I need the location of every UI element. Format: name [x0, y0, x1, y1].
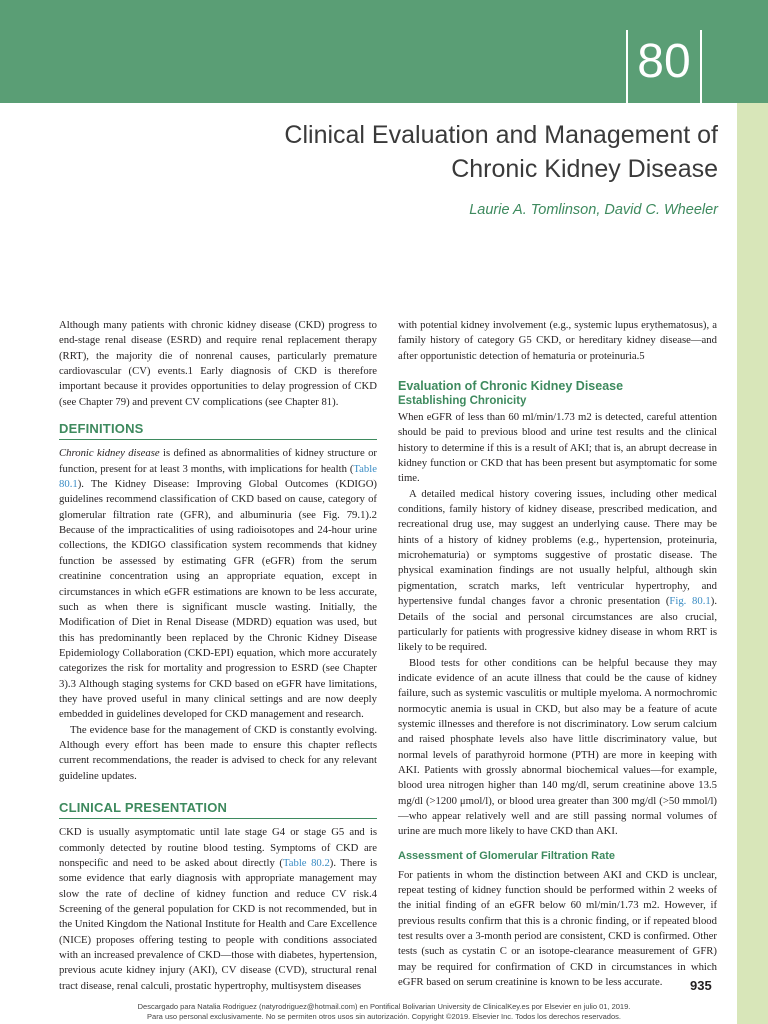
chronicity-paragraph-2: A detailed medical history covering issues, including other medical conditions, family history of kidney disease, prescribed medication, and recreational drug use, may suggest an underlying cause. There may be hints of a history of kidney problems (e.g., hypertension, proteinuria, microhematuria) or symptoms suggestive of prostatic disease. The physical examination findings are not usually helpful, although skin pigmentation, scratch marks, left ventricular hypertrophy, and hypertensive fundal changes favor a chronic presentation (Fig. 80.1). Details of the social and personal circumstances are also crucial, particularly for patients with progressive kidney disease in whom RRT is likely to be required.	[398, 487, 717, 654]
table-80-1-link[interactable]: Table 80.1	[59, 462, 377, 491]
left-column	[59, 318, 377, 994]
establishing-chronicity-heading: Establishing Chronicity	[398, 395, 527, 408]
gfr-paragraph-1: For patients in whom the distinction between AKI and CKD is unclear, repeat testing of kidney function should be performed within 2 weeks of the initial finding of an eGFR below 60 ml/min/1.73 m2. However, if previous results confirm that this is a chronic finding, or if repeated blood test results over a 3-month period are consistent, CKD is confirmed. Other tests (such as cystatin C or an isotope-clearance measurement of GFR) may be required for confirmation of CKD in circumstances in which eGFR based on serum creatinine is known to be less accurate.	[398, 868, 717, 989]
chronicity-paragraph-3: Blood tests for other conditions can be helpful because they may indicate evidence of an acute illness that could be the cause of kidney failure, such as systemic vasculitis or multiple myeloma. A normochromic normocytic anemia is usual in CKD, but also may be a feature of acute systemic illnesses and therefore is not discriminatory. Low serum calcium and raised phosphate levels also have little discriminatory value, but normal levels of parathyroid hormone (PTH) are more in keeping with AKI. Patients with grossly abnormal biochemical values—for example, blood urea nitrogen higher than 140 mg/dl, serum creatinine above 13.5 mg/dl (>1200 μmol/l), or blood urea greater than 300 mg/dl (>50 mmol/l)—who appear relatively well and are still passing normal volumes of urine are much more likely to have CKD than AKI.	[398, 656, 717, 838]
table-80-2-link[interactable]: Table 80.2	[282, 857, 330, 869]
title-line-1: Clinical Evaluation and Management of	[284, 121, 718, 149]
chapter-authors: Laurie A. Tomlinson, David C. Wheeler	[469, 202, 718, 218]
chronicity-paragraph-1: When eGFR of less than 60 ml/min/1.73 m2 is detected, careful attention should be paid to previous blood and urine test results and the clinical history to determine if this is a result of AKI; that is, an abrupt decrease in kidney function or CKD that has been present but asymptomatic for some time.	[398, 411, 717, 485]
clinical-presentation-heading: CLINICAL PRESENTATION	[59, 800, 377, 819]
right-column	[398, 318, 717, 990]
definitions-paragraph-2: The evidence base for the management of CKD is constantly evolving. Although every effort has been made to ensure this chapter reflects current recommendations, the reader is advised to check for any relevant guideline updates.	[59, 723, 377, 782]
continued-paragraph: with potential kidney involvement (e.g., systemic lupus erythematosus), a family history of category G5 CKD, or hereditary kidney disease—and after opportunistic detection of hematuria or proteinuria.5	[398, 319, 717, 362]
intro-paragraph: Although many patients with chronic kidney disease (CKD) progress to end-stage renal disease (ESRD) and require renal replacement therapy (RRT), the majority die of nonrenal causes, particularly premature cardiovascular (CV) events.1 Early diagnosis of CKD is therefore important because it provides opportunities to delay progression of CKD (see Chapter 79) and prevent CV complications (see Chapter 81).	[59, 319, 377, 408]
clinical-paragraph-1: CKD is usually asymptomatic until late stage G4 or stage G5 and is commonly detected by routine blood testing. Symptoms of CKD are nonspecific and need to be asked about directly (Table 80.2). There is some evidence that early diagnosis with appropriate management may slow the rate of decline of kidney function and reduce CV risk.4 Screening of the general population for CKD is not recommended, but in the United Kingdom the National Institute for Health and Care Excellence (NICE) proposes offering testing to people with conditions associated with an increased prevalence of CKD—those with diabetes, hypertension, previous acute kidney injury (AKI), CV disease (CVD), structural renal tract disease, renal calculi, prostatic hypertrophy, multisystem diseases	[59, 826, 377, 992]
definitions-paragraph-1: Chronic kidney disease is defined as abnormalities of kidney structure or function, present for at least 3 months, with implications for health (Table 80.1). The Kidney Disease: Improving Global Outcomes (KDIGO) guidelines recommend classification of CKD based on cause, category of glomerular filtration rate (GFR), and albuminuria (see Fig. 79.1).2 Because of the impracticalities of using radioisotopes and 24-hour urine collections, the KDIGO classification system recommends that kidney function be assessed by estimating GFR (eGFR) from the serum creatinine concentration using an appropriate equation, except in circumstances in which eGFR estimations are known to be less accurate, such as when there is significant muscle wasting. Initially, the Modification of Diet in Renal Disease (MDRD) equation was used, but this has predominantly been replaced by the Chronic Kidney Disease Epidemiology Collaboration (CKD-EPI) equation, which more accurately categorizes the risk for mortality and progression to ESRD (see Chapter 3).3 Although staging systems for CKD based on eGFR have limitations, they have proved useful in many clinical settings and are now deeply embedded in guidelines developed for CKD management and research.	[59, 447, 377, 721]
evaluation-heading: Evaluation of Chronic Kidney Disease	[398, 379, 624, 394]
download-footer	[0, 1002, 768, 1022]
ckd-term: Chronic kidney disease	[59, 447, 160, 460]
footer-line-1: Descargado para Natalia Rodriguez (natyrodriguez@hotmail.com) en Pontifical Bolivarian University de ClinicalKey.es por Elsevier en julio 01, 2019.	[137, 1002, 631, 1011]
title-line-2: Chronic Kidney Disease	[451, 155, 718, 183]
gfr-assessment-heading: Assessment of Glomerular Filtration Rate	[398, 849, 615, 862]
side-margin-bar	[737, 103, 768, 1024]
chapter-number: 80	[626, 30, 702, 103]
page-number: 935	[690, 978, 712, 993]
chapter-title	[118, 118, 718, 186]
fig-80-1-link[interactable]: Fig. 80.1	[669, 595, 711, 608]
footer-line-2: Para uso personal exclusivamente. No se permiten otros usos sin autorización. Copyright ©2019. Elsevier Inc. Todos los derechos reservados.	[147, 1012, 621, 1021]
definitions-heading: DEFINITIONS	[59, 421, 377, 440]
